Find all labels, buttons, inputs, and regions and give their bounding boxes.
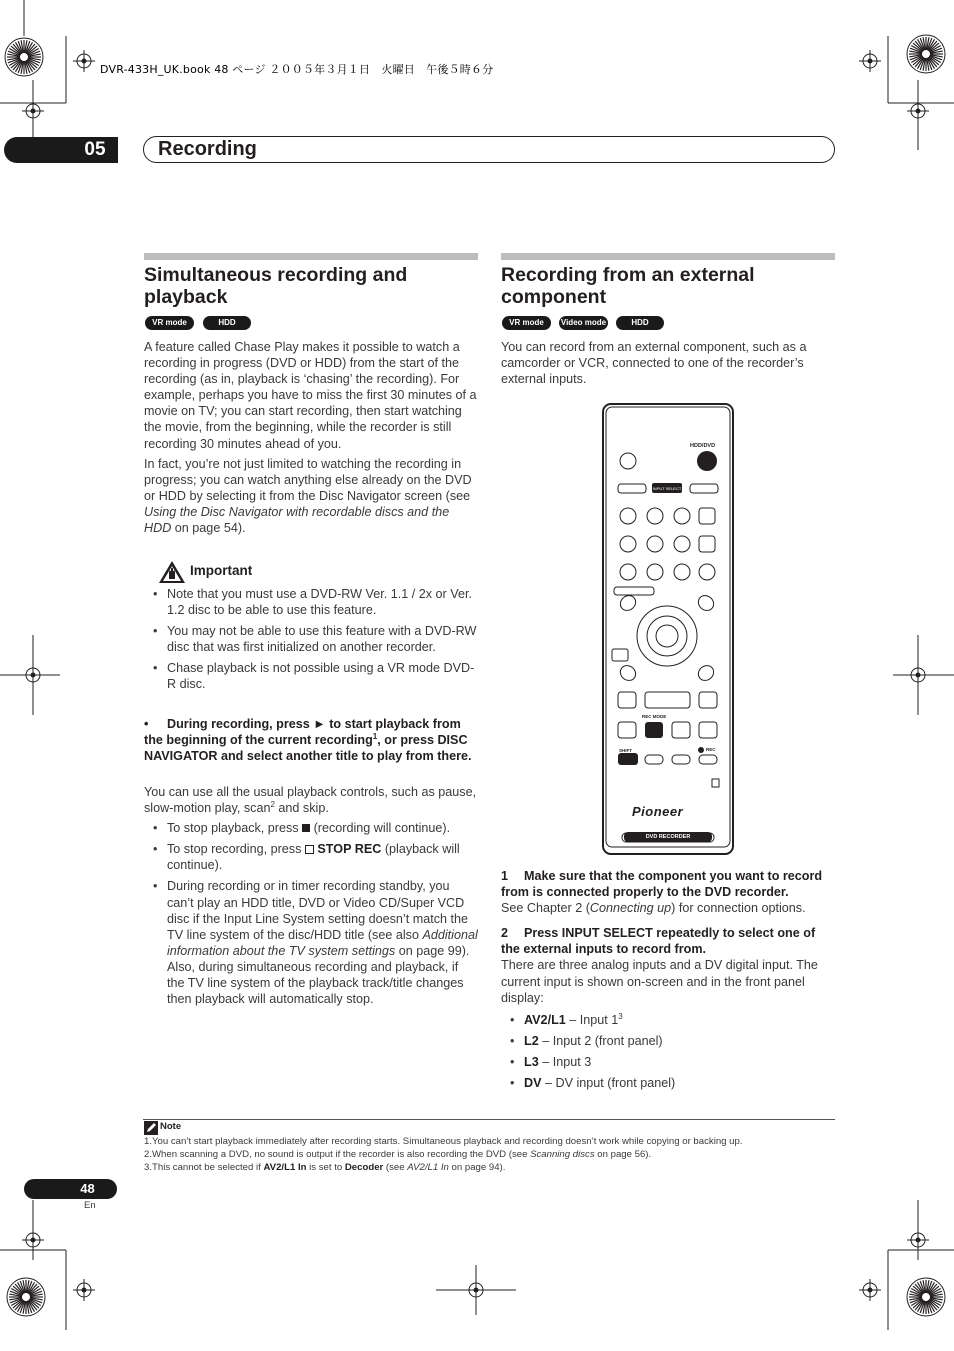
step-1-body: See Chapter 2 (Connecting up) for connection options.	[501, 901, 806, 916]
important-heading: Important	[190, 563, 253, 578]
list-item: • To stop playback, press (recording will continue).	[144, 820, 478, 836]
warning-icon	[158, 560, 186, 584]
chapter-title: Recording	[158, 138, 257, 160]
page-language: En	[84, 1200, 96, 1211]
note-icon	[144, 1121, 158, 1135]
tag-vr-mode: VR mode	[145, 316, 194, 330]
print-header: DVR-433H_UK.book 48 ページ ２００５年３月１日 火曜日 午後５時６分	[100, 63, 494, 76]
list-item: • Chase playback is not possible using a VR mode DVD-R disc.	[144, 660, 478, 692]
stop-rec-icon	[305, 845, 314, 854]
stop-icon	[302, 824, 310, 832]
list-item: • You may not be able to use this feature with a DVD-RW disc that was first initialized on another recorder.	[144, 623, 478, 655]
remote-model-label: DVD RECORDER	[645, 834, 691, 840]
section-title-line1: Recording from an external	[501, 264, 755, 286]
tag-hdd: HDD	[616, 316, 664, 330]
paragraph-chase-play: A feature called Chase Play makes it possible to watch a recording in progress (DVD or HDD) from the start of the recording (as in, playback is ‘chasing’ the recording). For example, perhaps you have to miss the first 30 minutes of a movie on TV; you can start recording, then start watching the movie, from the beginning, while the recorder is still recording 30 minutes ahead of you.	[144, 340, 477, 451]
note-label: Note	[160, 1121, 182, 1132]
section-title-line2: playback	[144, 286, 228, 308]
remote-rec-label: REC	[706, 747, 716, 752]
list-item: • L2 – Input 2 (front panel)	[501, 1033, 835, 1049]
remote-rec-mode-label: REC MODE	[642, 714, 667, 719]
list-item: • To stop recording, press STOP REC (playback will continue).	[144, 841, 478, 873]
left-body	[144, 339, 478, 540]
chapter-number: 05	[84, 139, 106, 160]
note-divider	[143, 1119, 835, 1120]
paragraph-usual-controls: You can use all the usual playback controls, such as pause, slow-motion play, scan$^2$ and skip.	[144, 785, 477, 816]
important-list	[144, 586, 478, 698]
list-item: • AV2/L1 – Input $1^3$	[501, 1012, 835, 1028]
left-body-2	[144, 784, 478, 1012]
footnote-2: 2.When scanning a DVD, no sound is output if the recorder is also recording the DVD (see Scanning discs on page 56).	[144, 1148, 652, 1160]
step-during-recording: • During recording, press ► to start playback from the beginning of the current recording$^1$, or press DISC NAVIGATOR and select another title to play from there.	[144, 717, 472, 764]
remote-control-illustration	[602, 403, 734, 857]
list-item: • L3 – Input 3	[501, 1054, 835, 1070]
remote-hdd-dvd-label: HDD/DVD	[690, 443, 716, 449]
tag-video-mode: Video mode	[559, 316, 608, 330]
section-title-line2: component	[501, 286, 607, 308]
footnote-1: 1.You can’t start playback immediately after recording starts. Simultaneous playback and recording doesn’t work while copying or backing up.	[144, 1136, 743, 1147]
right-intro: You can record from an external component, such as a camcorder or VCR, connected to one of the recorder’s external inputs.	[501, 340, 807, 387]
section-title-line1: Simultaneous recording and	[144, 264, 408, 286]
remote-brand-logo: Pioneer	[632, 804, 684, 819]
step-2-heading: 2 Press INPUT SELECT repeatedly to select one of the external inputs to record from.	[501, 926, 816, 957]
right-steps	[501, 868, 835, 1096]
remote-input-select-label: INPUT SELECT	[652, 486, 682, 491]
tag-hdd: HDD	[203, 316, 251, 330]
paragraph-disc-navigator: In fact, you’re not just limited to watching the recording in progress; you can watch anything else already on the DVD or HDD by selecting it from the Disc Navigator screen (see Using the Disc Navigator with recordable discs and the HDD on page 54).	[144, 456, 472, 536]
footnote-3: 3.This cannot be selected if AV2/L1 In is set to Decoder (see AV2/L1 In on page 94).	[144, 1161, 506, 1173]
page-number: 48	[80, 1181, 95, 1196]
remote-shift-label: SHIFT	[619, 748, 632, 753]
list-item: • DV – DV input (front panel)	[501, 1075, 835, 1091]
section-rule-right	[501, 253, 835, 260]
section-title-simultaneous	[144, 264, 478, 308]
section-rule-left	[144, 253, 478, 260]
step-2-body: There are three analog inputs and a DV digital input. The current input is shown on-screen and in the front panel display:	[501, 958, 818, 1005]
step-1-heading: 1 Make sure that the component you want to record from is connected properly to the DVD recorder.	[501, 869, 823, 900]
tag-vr-mode: VR mode	[502, 316, 551, 330]
footnotes	[144, 1136, 844, 1174]
list-item: • Note that you must use a DVD-RW Ver. 1.1 / 2x or Ver. 1.2 disc to be able to use this feature.	[144, 586, 478, 618]
list-item: • During recording or in timer recording standby, you can’t play an HDD title, DVD or Video CD/Super VCD disc if the Input Line System setting doesn’t match the TV line system of the disc/HDD title (see also Additional information about the TV system settings on page 99). Also, during simultaneous recording and playback, if the TV line system of the playback track/title changes then playback will automatically stop.	[144, 878, 478, 1007]
input-list	[501, 1012, 835, 1091]
section-title-external	[501, 264, 835, 308]
